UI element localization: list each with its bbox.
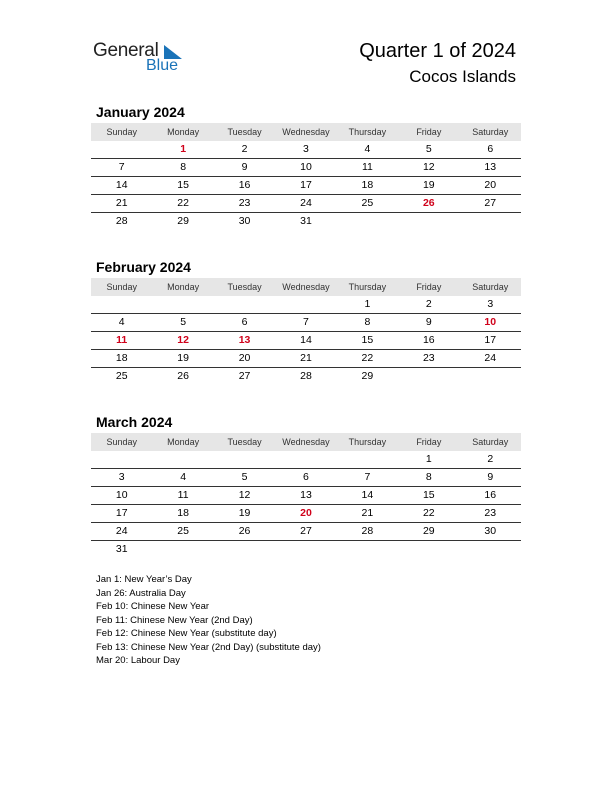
- day-cell: 18: [115, 352, 128, 364]
- holiday-note: Feb 12: Chinese New Year (substitute day): [96, 628, 277, 639]
- day-cell: [337, 451, 398, 468]
- day-cell: 8: [425, 471, 432, 483]
- day-cell: 29: [177, 215, 189, 227]
- weekday-label: Tuesday: [227, 282, 262, 292]
- month-title: March 2024: [96, 414, 173, 430]
- holiday-notes: [96, 573, 321, 668]
- month-january: [91, 104, 521, 230]
- day-cell: 17: [300, 179, 312, 191]
- week-row: [91, 505, 521, 523]
- day-cell: [460, 541, 521, 558]
- week-row: [91, 296, 521, 314]
- day-cell: 13: [484, 161, 497, 173]
- weekday-label: Friday: [416, 282, 442, 292]
- weekday-label: Sunday: [106, 437, 137, 447]
- week-row: [91, 141, 521, 159]
- day-cell: [214, 451, 275, 468]
- day-cell: 5: [241, 471, 248, 483]
- day-cell: 21: [361, 507, 374, 519]
- day-cell: 22: [422, 507, 435, 519]
- day-cell: 4: [180, 471, 187, 483]
- holiday-note: Jan 1: New Year’s Day: [96, 574, 192, 585]
- day-cell: 10: [115, 489, 128, 501]
- day-cell: [398, 213, 459, 230]
- day-cell: 2: [487, 453, 494, 465]
- day-cell: 11: [177, 489, 189, 501]
- week-row: [91, 451, 521, 469]
- day-cell: 23: [484, 507, 497, 519]
- weekday-header-row: [91, 278, 521, 296]
- day-cell: 15: [177, 179, 189, 191]
- day-cell: 3: [118, 471, 125, 483]
- day-cell: 11: [116, 334, 128, 346]
- day-cell: 22: [177, 197, 189, 209]
- day-cell: 16: [238, 179, 251, 191]
- week-row: [91, 314, 521, 332]
- weekday-header-row: [91, 433, 521, 451]
- weekday-label: Friday: [416, 437, 442, 447]
- weekday-label: Wednesday: [282, 127, 330, 137]
- logo-word-blue: Blue: [146, 57, 179, 74]
- day-cell: 27: [300, 525, 312, 537]
- day-cell: 13: [238, 334, 251, 346]
- month-title: February 2024: [96, 259, 191, 275]
- weekday-label: Saturday: [472, 127, 509, 137]
- weekday-label: Sunday: [106, 127, 137, 137]
- holiday-note: Feb 10: Chinese New Year: [96, 601, 210, 612]
- day-cell: 2: [241, 143, 248, 155]
- day-cell: 1: [180, 143, 187, 155]
- weekday-label: Tuesday: [227, 437, 262, 447]
- day-cell: 12: [238, 489, 251, 501]
- day-cell: 24: [115, 525, 128, 537]
- day-cell: 16: [422, 334, 435, 346]
- week-row: [91, 213, 521, 230]
- day-cell: 14: [115, 179, 128, 191]
- day-cell: 3: [303, 143, 309, 155]
- day-cell: 13: [300, 489, 312, 501]
- weekday-label: Monday: [167, 282, 200, 292]
- day-cell: 26: [238, 525, 251, 537]
- day-cell: 28: [300, 370, 312, 382]
- day-cell: 11: [361, 161, 373, 173]
- week-row: [91, 541, 521, 558]
- day-cell: 25: [177, 525, 189, 537]
- holiday-note: Mar 20: Labour Day: [96, 655, 180, 666]
- day-cell: 12: [177, 334, 189, 346]
- day-cell: 6: [303, 471, 309, 483]
- week-row: [91, 487, 521, 505]
- day-cell: 18: [177, 507, 189, 519]
- generalblue-logo: [93, 40, 193, 80]
- day-cell: [275, 541, 336, 558]
- day-cell: 28: [115, 215, 128, 227]
- day-cell: 14: [300, 334, 312, 346]
- day-cell: 7: [364, 471, 371, 483]
- day-cell: 21: [115, 197, 128, 209]
- week-row: [91, 195, 521, 213]
- day-cell: 10: [484, 316, 497, 328]
- day-cell: [214, 296, 275, 313]
- day-cell: [152, 451, 213, 468]
- day-cell: 30: [238, 215, 251, 227]
- day-cell: [152, 296, 213, 313]
- day-cell: 31: [115, 543, 128, 555]
- day-cell: 24: [484, 352, 497, 364]
- day-cell: 20: [300, 507, 312, 519]
- day-cell: 29: [361, 370, 374, 382]
- day-cell: 31: [300, 215, 312, 227]
- day-cell: [91, 141, 152, 158]
- week-row: [91, 350, 521, 368]
- day-cell: [337, 541, 398, 558]
- day-cell: 29: [422, 525, 435, 537]
- month-march: [91, 414, 521, 558]
- day-cell: [152, 541, 213, 558]
- day-cell: 4: [364, 143, 371, 155]
- day-cell: [91, 296, 152, 313]
- week-row: [91, 159, 521, 177]
- day-cell: 18: [361, 179, 374, 191]
- day-cell: [398, 368, 459, 385]
- day-cell: 9: [487, 471, 494, 483]
- week-row: [91, 368, 521, 385]
- day-cell: 17: [484, 334, 497, 346]
- day-cell: 22: [361, 352, 374, 364]
- day-cell: 26: [177, 370, 189, 382]
- day-cell: 27: [238, 370, 251, 382]
- day-cell: 7: [303, 316, 309, 328]
- day-cell: 17: [115, 507, 128, 519]
- day-cell: 21: [300, 352, 312, 364]
- day-cell: 16: [484, 489, 497, 501]
- weekday-label: Sunday: [106, 282, 137, 292]
- day-cell: 20: [238, 352, 251, 364]
- weekday-label: Thursday: [348, 437, 387, 447]
- weekday-label: Thursday: [348, 127, 387, 137]
- day-cell: 23: [422, 352, 435, 364]
- quarter-title: Quarter 1 of 2024: [359, 40, 516, 62]
- day-cell: 8: [180, 161, 187, 173]
- day-cell: 19: [422, 179, 435, 191]
- week-row: [91, 177, 521, 195]
- logo-word-general: General: [93, 40, 159, 61]
- day-cell: 19: [177, 352, 189, 364]
- day-cell: 28: [361, 525, 374, 537]
- day-cell: 10: [300, 161, 312, 173]
- holiday-note: Feb 11: Chinese New Year (2nd Day): [96, 614, 253, 626]
- holiday-note: Jan 26: Australia Day: [96, 587, 186, 599]
- day-cell: 23: [238, 197, 251, 209]
- day-cell: 8: [364, 316, 371, 328]
- month-title: January 2024: [96, 104, 185, 120]
- country-name: Cocos Islands: [409, 67, 516, 86]
- day-cell: 6: [487, 143, 494, 155]
- day-cell: 7: [118, 161, 125, 173]
- day-cell: [460, 213, 521, 230]
- day-cell: 1: [364, 298, 371, 310]
- day-cell: 1: [425, 453, 432, 465]
- weekday-label: Saturday: [472, 437, 509, 447]
- weekday-header-row: [91, 123, 521, 141]
- day-cell: 25: [115, 370, 128, 382]
- week-row: [91, 332, 521, 350]
- day-cell: [91, 451, 152, 468]
- day-cell: [275, 451, 336, 468]
- day-cell: [460, 368, 521, 385]
- day-cell: 24: [300, 197, 312, 209]
- weekday-label: Monday: [167, 437, 200, 447]
- day-cell: 19: [238, 507, 251, 519]
- day-cell: 15: [361, 334, 374, 346]
- day-cell: [398, 541, 459, 558]
- day-cell: 9: [425, 316, 432, 328]
- weekday-label: Saturday: [472, 282, 509, 292]
- day-cell: [214, 541, 275, 558]
- day-cell: 6: [241, 316, 248, 328]
- day-cell: 3: [487, 298, 494, 310]
- day-cell: 25: [361, 197, 374, 209]
- week-row: [91, 469, 521, 487]
- weekday-label: Monday: [167, 127, 200, 137]
- weekday-label: Thursday: [348, 282, 387, 292]
- day-cell: [337, 213, 398, 230]
- day-cell: 9: [241, 161, 248, 173]
- weekday-label: Friday: [416, 127, 442, 137]
- week-row: [91, 523, 521, 541]
- day-cell: 14: [361, 489, 374, 501]
- day-cell: [275, 296, 336, 313]
- weekday-label: Wednesday: [282, 282, 330, 292]
- day-cell: 5: [180, 316, 187, 328]
- day-cell: 20: [484, 179, 497, 191]
- day-cell: 26: [422, 197, 435, 209]
- day-cell: 5: [425, 143, 432, 155]
- weekday-label: Tuesday: [227, 127, 262, 137]
- day-cell: 27: [484, 197, 497, 209]
- day-cell: 4: [118, 316, 125, 328]
- day-cell: 15: [422, 489, 435, 501]
- day-cell: 2: [425, 298, 432, 310]
- holiday-note: Feb 13: Chinese New Year (2nd Day) (substitute day): [96, 641, 321, 653]
- weekday-label: Wednesday: [282, 437, 330, 447]
- month-february: [91, 259, 521, 385]
- day-cell: 12: [422, 161, 435, 173]
- day-cell: 30: [484, 525, 497, 537]
